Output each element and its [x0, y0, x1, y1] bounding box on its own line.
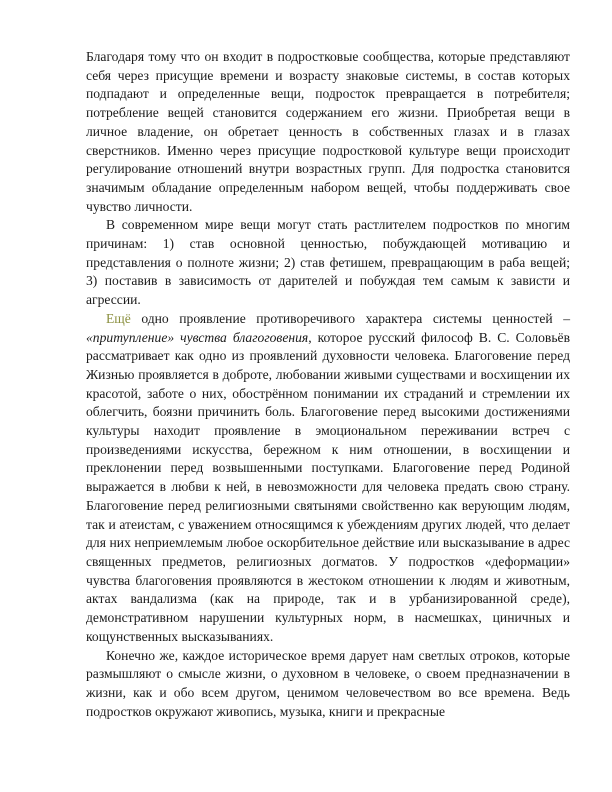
italic-phrase: «притупление» чувства благоговения [86, 329, 309, 345]
paragraph-4-text: Конечно же, каждое историческое время дарует нам светлых отроков, которые размышляют о смысле жизни, о духовном в человеке, о своем предназначении в жизни, как и обо всем другом, ценимом человечеством во все времена. Ведь подростков окружают живопись, музыка, книги и прекрасные [86, 647, 570, 719]
paragraph-3-text-a: одно проявление противоречивого характера системы ценностей – [130, 310, 570, 326]
paragraph-1-text: Благодаря тому что он входит в подростковые сообщества, которые представляют себя через присущие времени и возрасту знаковые системы, в состав которых подпадают и определенные вещи, подросток превращается в потребителя; потребление вещей становится содержанием его жизни. Приобретая вещи в личное владение, он обретает ценность в собственных глазах и в глазах сверстников. Именно через присущие подростковой культуре вещи происходит регулирование отношений внутри возрастных групп. Для подростка становится значимым обладание определенным набором вещей, чтобы поддерживать свое чувство личности. [86, 49, 570, 214]
paragraph-1 [86, 48, 570, 216]
paragraph-4 [86, 647, 570, 722]
paragraph-3-text-b: , которое русский философ В. С. Соловьёв рассматривает как одно из проявлений духовности человека. Благоговение перед Жизнью проявляется в доброте, любовании живыми существами и восхищении их красотой, заботе о них, обострённом понимании их страданий и стремлении их облегчить, боязни причинить боль. Благоговение перед высокими достижениями культуры находит проявление в эмоциональном переживании встреч с произведениями искусства, бережном к ним отношении, в восхищении и преклонении перед возвышенными поступками. Благоговение перед Родиной выражается в любви к ней, в невозможности для человека предать свою страну. Благоговение перед религиозными святынями свойственно как верующим людям, так и атеистам, с уважением относящимся к убеждениям других людей, что делает для них неприемлемым любое оскорбительное действие или высказывание в адрес священных предметов, религиозных догматов. У подростков «деформации» чувства благоговения проявляются в жестоком отношении к людям и животным, актах вандализма (как на природе, так и в урбанизированной среде), демонстративном нарушении культурных норм, в насмешках, циничных и кощунственных высказываниях. [86, 329, 570, 644]
paragraph-2 [86, 216, 570, 310]
document-body [86, 48, 570, 721]
paragraph-2-text: В современном мире вещи могут стать растлителем подростков по многим причинам: 1) став основной ценностью, побуждающей мотивацию и представления о полноте жизни; 2) став фетишем, превращающим в раба вещей; 3) поставив в зависимость от дарителей и побуждая тем самым к зависти и агрессии. [86, 217, 570, 308]
paragraph-3 [86, 310, 570, 647]
highlighted-word: Ещё [106, 310, 131, 326]
